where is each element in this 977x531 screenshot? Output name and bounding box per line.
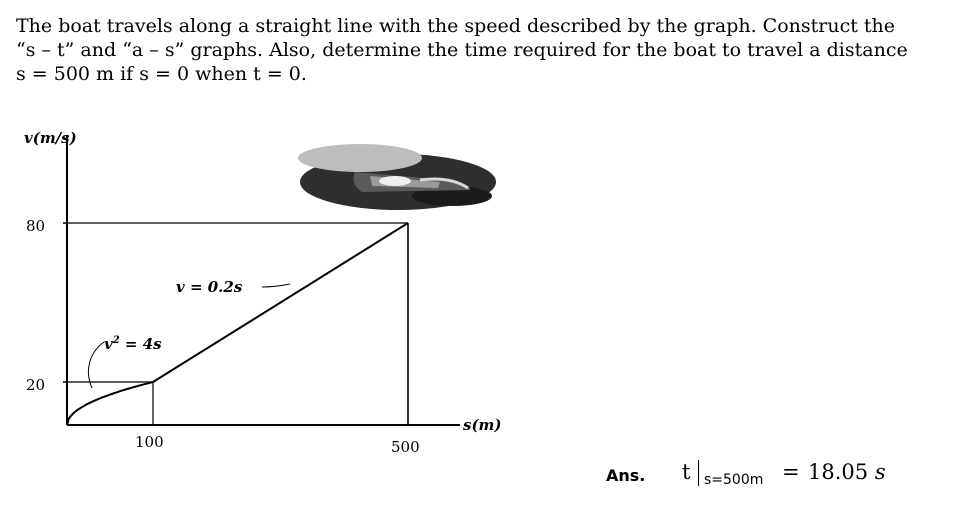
problem-line-2: “s – t” and “a – s” graphs. Also, determine the time required for the boat to travel a distance [16,39,908,61]
x-tick-label-500: 500 [391,438,420,456]
eq-upper-leader [262,284,290,287]
evaluation-bar [698,460,699,486]
curve-linear-segment [153,223,408,382]
y-tick-label-80: 80 [26,217,46,235]
y-tick-label-20: 20 [26,376,46,394]
eq-lower-leader [88,342,104,388]
eq-lower-label [104,335,162,353]
answer-unit: s [874,460,886,484]
answer-time-symbol: t [682,460,691,484]
graph-curves [67,223,408,425]
answer-label: Ans. [606,466,646,485]
x-axis-label: s(m) [463,416,502,434]
curve-parabola-segment [67,382,153,425]
answer-value: 18.05 [808,460,869,484]
eq-lower-rhs: = 4s [119,335,162,353]
eq-lower-exp: 2 [112,335,120,346]
problem-line-1: The boat travels along a straight line with the speed described by the graph. Construct the [16,15,896,37]
eq-upper-label: v = 0.2s [176,278,243,296]
answer-block [606,458,936,494]
speedboat-icon [298,144,496,210]
problem-line-3: s = 500 m if s = 0 when t = 0. [16,63,307,85]
y-axis-label: v(m/s) [24,129,77,147]
answer-subscript: s=500m [704,472,764,488]
answer-equals: = [782,460,800,484]
x-tick-label-100: 100 [135,433,164,451]
eq-lower-lhs: v [104,335,113,353]
answer-value-group [808,460,886,484]
